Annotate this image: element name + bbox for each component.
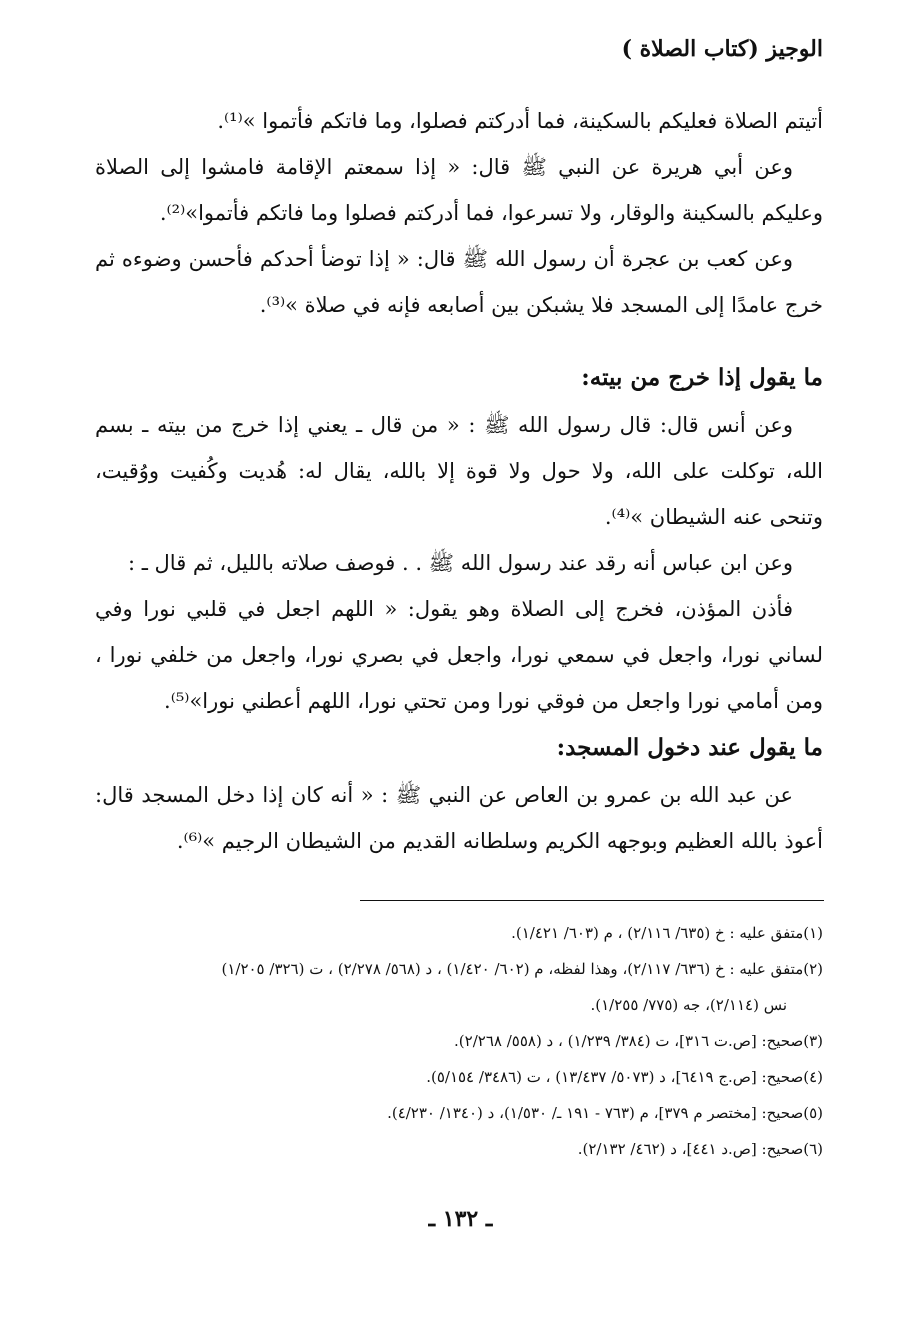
footnote: (٤)صحيح: [ص.ج ٦٤١٩]، د (٥٠٧٣/ ١٣/٤٣٧) ، ت (٣٤٨٦/ ٥/١٥٤). (426, 1068, 823, 1086)
footnote: (٦)صحيح: [ص.د ٤٤١]، د (٤٦٢/ ٢/١٣٢). (577, 1140, 823, 1158)
paragraph: عن عبد الله بن عمرو بن العاص عن النبي ﷺ : « أنه كان إذا دخل المسجد قال: أعوذ بالله العظيم وبوجهه الكريم وسلطانه القديم من الشيطان الرجيم »⁽⁶⁾. (95, 783, 823, 853)
paragraph: وعن كعب بن عجرة أن رسول الله ﷺ قال: « إذا توضأ أحدكم فأحسن وضوءه ثم خرج عامدًا إلى المسجد فلا يشبكن بين أصابعه فإنه في صلاة »⁽³⁾. (95, 247, 823, 317)
footnote-separator (360, 900, 824, 901)
footnote: (١)متفق عليه : خ (٦٣٥/ ٢/١١٦) ، م (٦٠٣/ ١/٤٢١). (511, 924, 823, 942)
section-heading: ما يقول عند دخول المسجد: (556, 734, 823, 761)
paragraph: فأذن المؤذن، فخرج إلى الصلاة وهو يقول: « اللهم اجعل في قلبي نورا وفي لساني نورا، واجعل في سمعي نورا، واجعل في بصري نورا، واجعل من خلفي نورا ، ومن أمامي نورا واجعل من فوقي نورا ومن تحتي نورا، اللهم أعطني نورا»⁽⁵⁾. (95, 597, 823, 713)
paragraph: وعن أبي هريرة عن النبي ﷺ قال: « إذا سمعتم الإقامة فامشوا إلى الصلاة وعليكم بالسكينة والوقار، ولا تسرعوا، فما أدركتم فصلوا وما فاتكم فأتموا»⁽²⁾. (95, 155, 823, 225)
main-text (95, 98, 823, 864)
paragraph: وعن أنس قال: قال رسول الله ﷺ : « من قال ـ يعني إذا خرج من بيته ـ بسم الله، توكلت على الله، ولا حول ولا قوة إلا بالله، يقال له: هُديت وكُفيت ووُقيت، وتنحى عنه الشيطان »⁽⁴⁾. (95, 413, 823, 529)
paragraph: وعن ابن عباس أنه رقد عند رسول الله ﷺ . . فوصف صلاته بالليل، ثم قال ـ : (127, 551, 793, 575)
footnote: (٣)صحيح: [ص.ت ٣١٦]، ت (٣٨٤/ ١/٢٣٩) ، د (٥٥٨/ ٢/٢٦٨). (454, 1032, 823, 1050)
running-title: الوجيز (كتاب الصلاة ) (621, 36, 823, 62)
footnote: (٥)صحيح: [مختصر م ٣٧٩]، م (٧٦٣ - ١٩١ ـ/ ١/٥٣٠)، د (١٣٤٠/ ٤/٢٣٠). (387, 1104, 823, 1122)
footnote: (٢)متفق عليه : خ (٦٣٦/ ٢/١١٧)، وهذا لفظه، م (٦٠٢/ ١/٤٢٠) ، د (٥٦٨/ ٢/٢٧٨) ، ت (٣٢٦/ ١/٢٠٥) (221, 960, 823, 978)
spacer (95, 328, 823, 354)
footnote-continuation: نس (٢/١١٤)، جه (٧٧٥/ ١/٢٥٥). (590, 996, 787, 1014)
section-heading: ما يقول إذا خرج من بيته: (581, 364, 823, 391)
footnotes (91, 915, 823, 1167)
page-number: ـ ١٣٢ ـ (428, 1206, 493, 1232)
paragraph: أتيتم الصلاة فعليكم بالسكينة، فما أدركتم فصلوا، وما فاتكم فأتموا »⁽¹⁾. (217, 109, 823, 133)
